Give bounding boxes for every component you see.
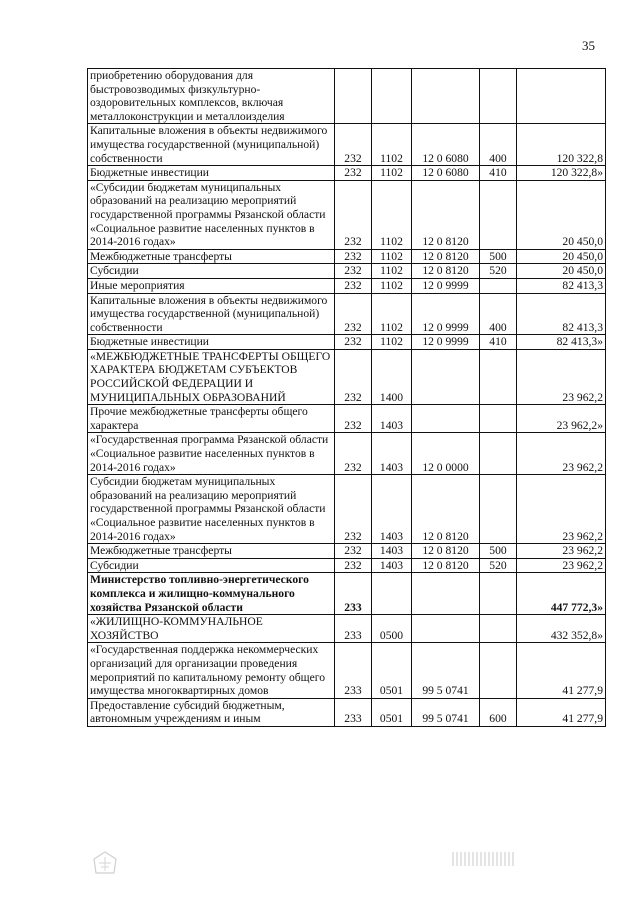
cell-ved: 232 <box>335 166 372 181</box>
budget-table <box>87 68 606 727</box>
cell-csr: 12 0 9999 <box>412 335 480 350</box>
cell-name: Субсидии <box>88 264 335 279</box>
cell-sum: 432 352,8» <box>517 615 606 643</box>
cell-name: «МЕЖБЮДЖЕТНЫЕ ТРАНСФЕРТЫ ОБЩЕГО ХАРАКТЕРА БЮДЖЕТАМ СУБЪЕКТОВ РОССИЙСКОЙ ФЕДЕРАЦИИ И МУНИЦИПАЛЬНЫХ ОБРАЗОВАНИЙ <box>88 349 335 404</box>
seal-icon <box>92 851 118 875</box>
cell-ved: 232 <box>335 433 372 475</box>
cell-sum: 447 772,3» <box>517 573 606 615</box>
table-row <box>88 643 606 698</box>
table-row <box>88 180 606 249</box>
cell-csr: 12 0 0000 <box>412 433 480 475</box>
cell-csr <box>412 405 480 433</box>
cell-name: приобретению оборудования для быстровозводимых физкультурно-оздоровительных комплексов, включая металлоконструкции и металлоизделия <box>88 69 335 124</box>
cell-sum: 20 450,0 <box>517 180 606 249</box>
cell-ved: 233 <box>335 698 372 726</box>
cell-vr: 600 <box>480 698 517 726</box>
cell-vr <box>480 475 517 544</box>
cell-vr: 400 <box>480 124 517 166</box>
cell-ved: 232 <box>335 264 372 279</box>
cell-name: Прочие межбюджетные трансферты общего характера <box>88 405 335 433</box>
cell-ved: 233 <box>335 643 372 698</box>
table-row <box>88 264 606 279</box>
cell-sum: 82 413,3 <box>517 293 606 335</box>
table-row <box>88 293 606 335</box>
cell-csr: 12 0 9999 <box>412 278 480 293</box>
cell-rz: 1403 <box>372 558 412 573</box>
cell-csr: 12 0 8120 <box>412 180 480 249</box>
cell-name: Субсидии <box>88 558 335 573</box>
cell-ved: 232 <box>335 180 372 249</box>
cell-ved: 232 <box>335 278 372 293</box>
cell-ved: 232 <box>335 124 372 166</box>
cell-sum: 41 277,9 <box>517 643 606 698</box>
cell-name: «ЖИЛИЩНО-КОММУНАЛЬНОЕ ХОЗЯЙСТВО <box>88 615 335 643</box>
cell-sum: 23 962,2 <box>517 544 606 559</box>
cell-vr: 400 <box>480 293 517 335</box>
table-row <box>88 433 606 475</box>
table-row <box>88 544 606 559</box>
cell-rz: 1102 <box>372 124 412 166</box>
cell-name: Предоставление субсидий бюджетным, автономным учреждениям и иным <box>88 698 335 726</box>
cell-ved: 232 <box>335 293 372 335</box>
cell-ved: 232 <box>335 249 372 264</box>
cell-rz: 1400 <box>372 349 412 404</box>
cell-vr: 410 <box>480 335 517 350</box>
cell-csr: 12 0 9999 <box>412 293 480 335</box>
cell-csr: 12 0 6080 <box>412 124 480 166</box>
cell-name: Межбюджетные трансферты <box>88 249 335 264</box>
cell-vr <box>480 433 517 475</box>
cell-sum <box>517 69 606 124</box>
cell-ved <box>335 69 372 124</box>
cell-csr: 12 0 8120 <box>412 544 480 559</box>
table-row <box>88 278 606 293</box>
table-row <box>88 249 606 264</box>
cell-rz: 0501 <box>372 643 412 698</box>
cell-rz: 1102 <box>372 166 412 181</box>
cell-name: Капитальные вложения в объекты недвижимого имущества государственной (муниципальной) собственности <box>88 124 335 166</box>
cell-sum: 82 413,3 <box>517 278 606 293</box>
cell-rz: 0500 <box>372 615 412 643</box>
table-row <box>88 573 606 615</box>
cell-sum: 23 962,2 <box>517 433 606 475</box>
cell-csr <box>412 349 480 404</box>
cell-vr <box>480 349 517 404</box>
cell-vr: 410 <box>480 166 517 181</box>
cell-csr <box>412 69 480 124</box>
cell-csr: 99 5 0741 <box>412 643 480 698</box>
cell-name: Бюджетные инвестиции <box>88 335 335 350</box>
table-row <box>88 335 606 350</box>
cell-rz: 1102 <box>372 180 412 249</box>
cell-ved: 232 <box>335 558 372 573</box>
cell-ved: 233 <box>335 615 372 643</box>
footer-watermark <box>452 852 516 866</box>
cell-rz: 1403 <box>372 475 412 544</box>
cell-sum: 82 413,3» <box>517 335 606 350</box>
cell-csr: 12 0 6080 <box>412 166 480 181</box>
cell-ved: 232 <box>335 475 372 544</box>
table-row <box>88 475 606 544</box>
cell-vr <box>480 573 517 615</box>
table-row <box>88 698 606 726</box>
page-number: 35 <box>582 38 595 53</box>
cell-ved: 232 <box>335 544 372 559</box>
cell-rz: 1102 <box>372 293 412 335</box>
cell-csr: 12 0 8120 <box>412 475 480 544</box>
cell-csr: 12 0 8120 <box>412 264 480 279</box>
cell-rz <box>372 573 412 615</box>
cell-name: Министерство топливно-энергетического комплекса и жилищно-коммунального хозяйства Рязанской области <box>88 573 335 615</box>
cell-rz: 1102 <box>372 335 412 350</box>
cell-name: Бюджетные инвестиции <box>88 166 335 181</box>
cell-name: «Субсидии бюджетам муниципальных образований на реализацию мероприятий государственной программы Рязанской области «Социальное развитие населенных пунктов в 2014-2016 годах» <box>88 180 335 249</box>
cell-name: Межбюджетные трансферты <box>88 544 335 559</box>
cell-rz: 1403 <box>372 544 412 559</box>
table-row <box>88 558 606 573</box>
cell-vr: 500 <box>480 544 517 559</box>
cell-vr <box>480 278 517 293</box>
table-row <box>88 349 606 404</box>
cell-csr: 12 0 8120 <box>412 249 480 264</box>
cell-rz: 1102 <box>372 264 412 279</box>
cell-name: Иные мероприятия <box>88 278 335 293</box>
cell-sum: 23 962,2 <box>517 558 606 573</box>
cell-name: Субсидии бюджетам муниципальных образований на реализацию мероприятий государственной программы Рязанской области «Социальное развитие населенных пунктов в 2014-2016 годах» <box>88 475 335 544</box>
cell-sum: 23 962,2 <box>517 475 606 544</box>
cell-ved: 232 <box>335 405 372 433</box>
cell-sum: 23 962,2» <box>517 405 606 433</box>
cell-rz: 1102 <box>372 249 412 264</box>
cell-csr: 99 5 0741 <box>412 698 480 726</box>
cell-sum: 20 450,0 <box>517 249 606 264</box>
table-row <box>88 615 606 643</box>
cell-csr <box>412 573 480 615</box>
cell-sum: 120 322,8 <box>517 124 606 166</box>
cell-name: «Государственная программа Рязанской области «Социальное развитие населенных пунктов в 2014-2016 годах» <box>88 433 335 475</box>
cell-vr <box>480 69 517 124</box>
cell-rz: 1403 <box>372 405 412 433</box>
cell-vr: 500 <box>480 249 517 264</box>
cell-name: «Государственная поддержка некоммерческих организаций для организации проведения мероприятий по капитальному ремонту общего имущества многоквартирных домов <box>88 643 335 698</box>
cell-sum: 20 450,0 <box>517 264 606 279</box>
table-row <box>88 124 606 166</box>
cell-rz: 1102 <box>372 278 412 293</box>
cell-vr: 520 <box>480 264 517 279</box>
table-row <box>88 69 606 124</box>
cell-rz: 0501 <box>372 698 412 726</box>
cell-csr: 12 0 8120 <box>412 558 480 573</box>
cell-rz <box>372 69 412 124</box>
cell-csr <box>412 615 480 643</box>
cell-ved: 233 <box>335 573 372 615</box>
cell-vr: 520 <box>480 558 517 573</box>
cell-rz: 1403 <box>372 433 412 475</box>
cell-name: Капитальные вложения в объекты недвижимого имущества государственной (муниципальной) собственности <box>88 293 335 335</box>
cell-ved: 232 <box>335 335 372 350</box>
cell-vr <box>480 615 517 643</box>
cell-sum: 41 277,9 <box>517 698 606 726</box>
budget-table-body <box>88 69 606 727</box>
cell-vr <box>480 643 517 698</box>
table-row <box>88 166 606 181</box>
cell-sum: 23 962,2 <box>517 349 606 404</box>
cell-sum: 120 322,8» <box>517 166 606 181</box>
cell-ved: 232 <box>335 349 372 404</box>
cell-vr <box>480 405 517 433</box>
cell-vr <box>480 180 517 249</box>
table-row <box>88 405 606 433</box>
